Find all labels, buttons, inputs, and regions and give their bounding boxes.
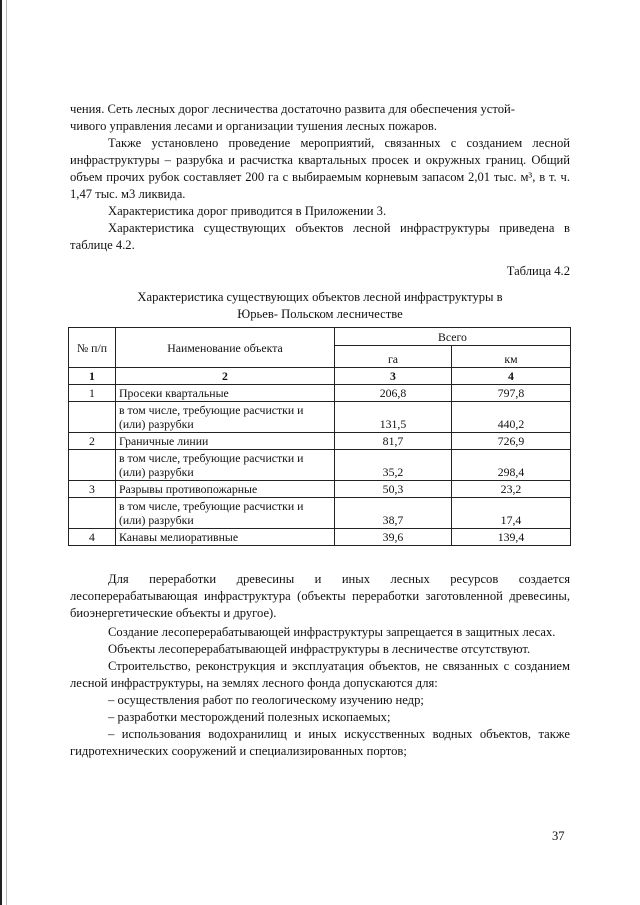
table-title-line2: Юрьев- Польском лесничестве [237,307,403,321]
table-header-row [69,328,571,346]
cell-num [69,402,116,433]
header-total: Всего [335,328,571,346]
top-text-block [70,101,570,323]
header-name: Наименование объекта [116,328,335,368]
cell-name: Граничные линии [116,433,335,450]
scan-edge [0,0,2,905]
header-num: № п/п [69,328,116,368]
scan-edge-shadow [6,0,7,905]
cell-ha: 131,5 [335,402,452,433]
paragraph: Характеристика существующих объектов лесной инфраструктуры приведена в таблице 4.2. [70,221,570,252]
cell-ha: 39,6 [335,529,452,546]
cell-km: 726,9 [452,433,571,450]
cell-ha: 206,8 [335,385,452,402]
text-line: чения. Сеть лесных дорог лесничества достаточно развита для обеспечения устой- [70,102,515,116]
cell-ha: 38,7 [335,498,452,529]
table-row [69,481,571,498]
cell-num: 3 [69,481,116,498]
cell-ha: 50,3 [335,481,452,498]
paragraph: Строительство, реконструкция и эксплуатация объектов, не связанных с созданием лесной инфраструктуры, на землях лесного фонда допускаются для: [70,659,570,690]
text-line: чивого управления лесами и организации тушения лесных пожаров. [70,119,438,133]
table-colnum-row [69,368,571,385]
colnum: 4 [452,368,571,385]
cell-ha: 35,2 [335,450,452,481]
cell-km: 440,2 [452,402,571,433]
cell-name: Канавы мелиоративные [116,529,335,546]
cell-km: 17,4 [452,498,571,529]
cell-ha: 81,7 [335,433,452,450]
colnum: 3 [335,368,452,385]
cell-name: Разрывы противопожарные [116,481,335,498]
list-item: – осуществления работ по геологическому изучению недр; [108,693,424,707]
table-label: Таблица 4.2 [506,264,570,278]
colnum: 1 [69,368,116,385]
table-row [69,529,571,546]
paragraph: Также установлено проведение мероприятий, связанных с созданием лесной инфраструктуры – разрубка и расчистка квартальных просек и окружных границ. Общий объем прочих рубок составляет 200 га с выбираемым корневым запасом 2,01 тыс. м³, в т. ч. 1,47 тыс. м3 ликвида. [70,136,570,201]
cell-num [69,450,116,481]
table-row [69,450,571,481]
list-item: – разработки месторождений полезных ископаемых; [108,710,391,724]
cell-num: 2 [69,433,116,450]
cell-name: в том числе, требующие расчистки и (или) разрубки [116,450,335,481]
cell-name: в том числе, требующие расчистки и (или) разрубки [116,498,335,529]
infrastructure-table [68,327,571,546]
table-row [69,385,571,402]
cell-km: 797,8 [452,385,571,402]
table-title-line1: Характеристика существующих объектов лесной инфраструктуры в [137,290,503,304]
cell-num: 4 [69,529,116,546]
bottom-text-block [70,571,570,760]
cell-name: в том числе, требующие расчистки и (или) разрубки [116,402,335,433]
cell-num [69,498,116,529]
table-row [69,433,571,450]
header-km: км [452,346,571,368]
page-number: 37 [552,829,565,843]
header-ha: га [335,346,452,368]
paragraph: Создание лесоперерабатывающей инфраструктуры запрещается в защитных лесах. [108,625,556,639]
table-row [69,498,571,529]
cell-km: 23,2 [452,481,571,498]
paragraph: Для переработки древесины и иных лесных ресурсов создается лесоперерабатывающая инфраструктура (объекты переработки заготовленной древесины, биоэнергетические объекты и другое). [70,572,570,620]
cell-km: 139,4 [452,529,571,546]
cell-km: 298,4 [452,450,571,481]
cell-name: Просеки квартальные [116,385,335,402]
paragraph: Характеристика дорог приводится в Приложении 3. [108,204,387,218]
paragraph: Объекты лесоперерабатывающей инфраструктуры в лесничестве отсутствуют. [108,642,531,656]
cell-num: 1 [69,385,116,402]
table-row [69,402,571,433]
list-item: – использования водохранилищ и иных искусственных водных объектов, также гидротехнических сооружений и специализированных портов; [70,727,570,758]
colnum: 2 [116,368,335,385]
